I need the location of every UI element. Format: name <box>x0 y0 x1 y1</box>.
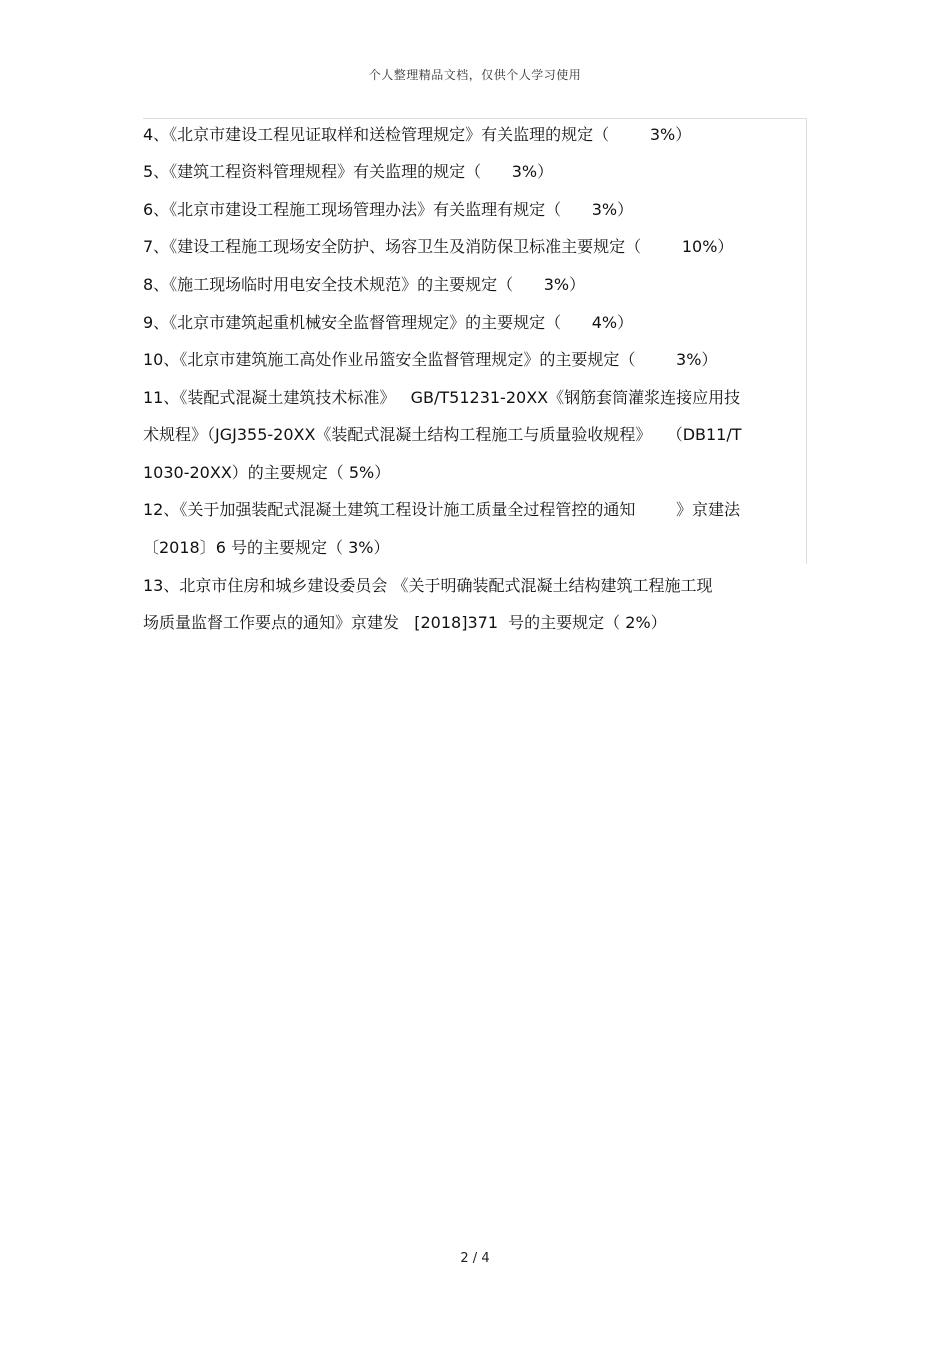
list-item-continuation: 1030-20XX）的主要规定（ 5%） <box>143 463 391 482</box>
page-number: 2 / 4 <box>460 1251 490 1266</box>
list-item: 9、《北京市建筑起重机械安全监督管理规定》的主要规定（ 4%） <box>143 313 634 332</box>
page-header: 个人整理精品文档，仅供个人学习使用 <box>368 68 582 82</box>
list-item: 7、《建设工程施工现场安全防护、场容卫生及消防保卫标准主要规定（ 10%） <box>143 237 734 256</box>
content-border-box <box>143 118 807 564</box>
list-item-continuation: 术规程》（JGJ355-20XX《装配式混凝土结构工程施工与质量验收规程》 （DB11/T <box>143 425 742 444</box>
list-item: 8、《施工现场临时用电安全技术规范》的主要规定（ 3%） <box>143 275 586 294</box>
list-item-continuation: 〔2018〕6 号的主要规定（ 3%） <box>143 538 390 557</box>
list-item: 4、《北京市建设工程见证取样和送检管理规定》有关监理的规定（ 3%） <box>143 125 692 144</box>
list-item: 5、《建筑工程资料管理规程》有关监理的规定（ 3%） <box>143 162 554 181</box>
list-item: 10、《北京市建筑施工高处作业吊篮安全监督管理规定》的主要规定（ 3%） <box>143 350 718 369</box>
list-item: 6、《北京市建设工程施工现场管理办法》有关监理有规定（ 3%） <box>143 200 634 219</box>
list-item: 13、北京市住房和城乡建设委员会 《关于明确装配式混凝土结构建筑工程施工现 <box>143 576 713 595</box>
list-item-continuation: 场质量监督工作要点的通知》京建发 [2018]371 号的主要规定（ 2%） <box>143 613 667 632</box>
list-item: 12、《关于加强装配式混凝土建筑工程设计施工质量全过程管控的通知 》京建法 <box>143 500 741 519</box>
list-item: 11、《装配式混凝土建筑技术标准》 GB/T51231-20XX《钢筋套筒灌浆连接应用技 <box>143 388 741 407</box>
